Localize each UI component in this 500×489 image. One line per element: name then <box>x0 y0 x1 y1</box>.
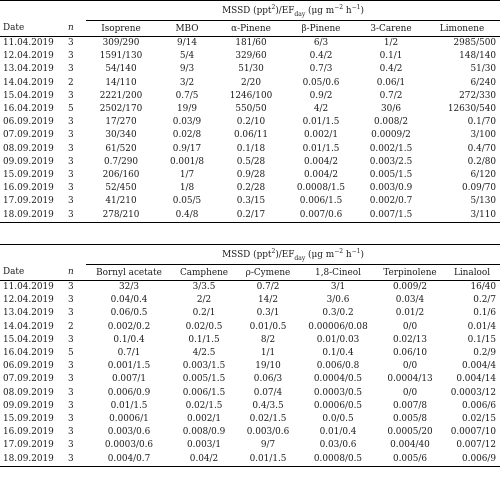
date-cell: 15.09.2019 <box>3 169 54 180</box>
value-cell: 0.7/2 <box>256 282 280 293</box>
table-row <box>0 334 500 347</box>
table-row <box>0 103 500 116</box>
value-cell: 0.02/1.5 <box>249 413 287 424</box>
col-date-header: Date <box>0 21 66 37</box>
table-row <box>0 37 500 51</box>
value-cell: 0.4/2 <box>379 64 403 75</box>
value-cell: 0.01/4 <box>467 321 497 332</box>
value-cell: 0.06/3 <box>253 374 283 385</box>
value-cell: 0/0 <box>402 387 418 398</box>
date-cell: 12.04.2019 <box>3 51 54 62</box>
value-cell: 0.007/1 <box>111 374 147 385</box>
value-cell: 0.0004/0.5 <box>313 374 363 385</box>
value-cell: 0.02/13 <box>392 334 428 345</box>
value-cell: 0.3/1 <box>256 308 280 319</box>
value-cell: 9/14 <box>177 38 197 49</box>
date-cell: 11.04.2019 <box>3 38 54 49</box>
value-cell: 0.1/70 <box>467 117 497 128</box>
table-row <box>0 413 500 426</box>
value-cell: 0.2/17 <box>218 208 284 222</box>
value-cell: 1246/100 <box>229 90 273 101</box>
value-cell: 0.0004/13 <box>387 374 433 385</box>
value-cell: 0.005/6 <box>376 452 444 466</box>
n-cell: 3 <box>68 156 74 167</box>
value-cell: 0.01/0.03 <box>316 334 360 345</box>
table-row <box>0 294 500 307</box>
value-cell: 0.0005/20 <box>387 427 433 438</box>
date-cell: 14.04.2019 <box>3 321 54 332</box>
value-cell: 6/3 <box>313 38 329 49</box>
table-group-header-row <box>0 245 500 265</box>
value-cell: 30/340 <box>105 130 137 141</box>
value-cell: 0.0003/0.5 <box>313 387 363 398</box>
value-cell: 0.02/15 <box>461 413 497 424</box>
table-row <box>0 321 500 334</box>
value-cell: 8/2 <box>260 334 276 345</box>
value-cell: 0.06/1 <box>376 77 406 88</box>
n-cell: 2 <box>68 321 74 332</box>
table-row <box>0 129 500 142</box>
value-cell: 0.0003/0.6 <box>104 440 154 451</box>
n-cell: 3 <box>68 143 74 154</box>
value-cell: 51/30 <box>470 64 497 75</box>
table-row <box>0 90 500 103</box>
value-cell: 1591/130 <box>99 51 143 62</box>
value-cell: 0.03/9 <box>172 117 202 128</box>
value-cell: 3/0.6 <box>326 295 350 306</box>
value-cell: 3/100 <box>470 130 497 141</box>
col-header: MBO <box>156 21 218 37</box>
value-cell: 0.3/15 <box>236 196 266 207</box>
col-header: β-Pinene <box>284 21 358 37</box>
date-cell: 18.09.2019 <box>0 452 66 466</box>
value-cell: 14/110 <box>105 77 137 88</box>
value-cell: 0.009/2 <box>392 282 428 293</box>
value-cell: 0.09/70 <box>461 183 497 194</box>
n-cell: 3 <box>68 64 74 75</box>
value-cell: 0.008/2 <box>373 117 409 128</box>
value-cell: 0.004/14 <box>456 374 497 385</box>
value-cell: 0.0009/2 <box>371 130 411 141</box>
value-cell: 5/130 <box>470 196 497 207</box>
date-cell: 13.04.2019 <box>3 64 54 75</box>
value-cell: 0.2/7 <box>473 295 497 306</box>
date-cell: 17.09.2019 <box>3 196 54 207</box>
value-cell: 0.03/4 <box>395 295 425 306</box>
n-cell: 3 <box>68 130 74 141</box>
table-row <box>0 156 500 169</box>
value-cell: 0.007/8 <box>392 400 428 411</box>
value-cell: 0.004/2 <box>303 169 339 180</box>
value-cell: 278/210 <box>86 208 156 222</box>
value-cell: 0.00006/0.08 <box>308 321 368 332</box>
value-cell: 0.04/0.4 <box>110 295 148 306</box>
value-cell: 0.001/8 <box>169 156 205 167</box>
value-cell: 51/30 <box>238 64 264 75</box>
date-cell: 18.09.2019 <box>0 208 66 222</box>
n-cell: 3 <box>68 440 74 451</box>
col-header: Bornyl acetate <box>86 265 172 281</box>
value-cell: 0.01/1.5 <box>302 143 340 154</box>
date-cell: 06.09.2019 <box>3 361 54 372</box>
value-cell: 4/2.5 <box>192 348 216 359</box>
value-cell: 61/520 <box>105 143 137 154</box>
value-cell: 0.9/28 <box>236 169 266 180</box>
value-cell: 3/1 <box>330 282 346 293</box>
value-cell: 0.06/10 <box>392 348 428 359</box>
value-cell: 0.004/0.7 <box>86 452 172 466</box>
value-cell: 19/10 <box>255 361 281 372</box>
value-cell: 0.1/15 <box>467 334 497 345</box>
value-cell: 2/20 <box>241 77 261 88</box>
value-cell: 3/2 <box>179 77 195 88</box>
date-cell: 12.04.2019 <box>3 295 54 306</box>
value-cell: 0.1/18 <box>236 143 266 154</box>
col-header: Linalool <box>444 265 500 281</box>
value-cell: 0.1/1.5 <box>188 334 220 345</box>
value-cell: 0.02/0.5 <box>185 321 223 332</box>
value-cell: 1/8 <box>179 183 195 194</box>
table-row <box>0 452 500 466</box>
value-cell: 0.4/3.5 <box>252 400 284 411</box>
value-cell: 1/1 <box>260 348 276 359</box>
value-cell: 0.0007/10 <box>450 427 497 438</box>
col-n-header: n <box>66 21 86 37</box>
date-cell: 08.09.2019 <box>3 387 54 398</box>
value-cell: 0.003/1 <box>186 440 222 451</box>
value-cell: 0.005/1.5 <box>182 374 226 385</box>
value-cell: 5/4 <box>179 51 195 62</box>
value-cell: 6/240 <box>470 77 497 88</box>
date-cell: 17.09.2019 <box>3 440 54 451</box>
date-cell: 07.09.2019 <box>3 374 54 385</box>
value-cell: 54/140 <box>105 64 137 75</box>
value-cell: 0.9/2 <box>309 90 333 101</box>
value-cell: 0.04/2 <box>172 452 236 466</box>
value-cell: 0.002/0.2 <box>107 321 151 332</box>
table-row <box>0 195 500 208</box>
value-cell: 0.3/0.2 <box>322 308 354 319</box>
value-cell: 0.002/1.5 <box>369 143 413 154</box>
value-cell: 6/120 <box>470 169 497 180</box>
date-cell: 11.04.2019 <box>3 282 54 293</box>
n-cell: 3 <box>68 38 74 49</box>
value-cell: 0.001/1.5 <box>107 361 151 372</box>
date-cell: 15.04.2019 <box>3 334 54 345</box>
value-cell: 17/270 <box>105 117 137 128</box>
value-cell: 181/60 <box>235 38 267 49</box>
mssd-table-1 <box>0 0 500 223</box>
value-cell: 0.008/0.9 <box>182 427 226 438</box>
n-cell: 3 <box>68 361 74 372</box>
value-cell: 0.004/4 <box>461 361 497 372</box>
value-cell: 309/290 <box>102 38 140 49</box>
n-cell: 3 <box>68 51 74 62</box>
value-cell: 0.4/8 <box>156 208 218 222</box>
n-cell: 3 <box>68 334 74 345</box>
value-cell: 0.4/2 <box>309 51 333 62</box>
n-cell: 3 <box>68 169 74 180</box>
value-cell: 19/9 <box>177 104 197 115</box>
value-cell: 0.1/0.4 <box>113 334 145 345</box>
col-header: ρ-Cymene <box>236 265 300 281</box>
col-header: Terpinolene <box>376 265 444 281</box>
value-cell: 0.01/1.5 <box>236 452 300 466</box>
value-cell: 2/2 <box>196 295 212 306</box>
date-cell: 06.09.2019 <box>3 117 54 128</box>
table-row <box>0 208 500 222</box>
n-cell: 5 <box>68 104 74 115</box>
value-cell: 0.7/2 <box>379 90 403 101</box>
group-header: MSSD $(ppt^2)/EF_{day}$ (μg $m^{-2}$ $h^{-1}$) <box>86 245 500 265</box>
date-cell: 14.04.2019 <box>3 77 54 88</box>
value-cell: 4/2 <box>313 104 329 115</box>
value-cell: 0.0006/0.5 <box>313 400 363 411</box>
date-cell: 15.04.2019 <box>3 90 54 101</box>
value-cell: 0.006/6 <box>461 400 497 411</box>
n-cell: 2 <box>68 77 74 88</box>
value-cell: 0.002/1 <box>186 413 222 424</box>
value-cell: 0.004/40 <box>390 440 430 451</box>
value-cell: 16/40 <box>470 282 497 293</box>
table-row <box>0 439 500 452</box>
n-cell: 5 <box>68 348 74 359</box>
value-cell: 0.5/28 <box>236 156 266 167</box>
table-column-header-row <box>0 265 500 281</box>
n-cell: 3 <box>68 308 74 319</box>
n-cell: 3 <box>68 282 74 293</box>
value-cell: 0.2/9 <box>473 348 497 359</box>
value-cell: 1/2 <box>383 38 399 49</box>
table-row <box>0 169 500 182</box>
n-cell: 3 <box>68 295 74 306</box>
col-header: 1,8-Cineol <box>300 265 376 281</box>
value-cell: 0.2/28 <box>236 183 266 194</box>
value-cell: 0.003/1.5 <box>182 361 226 372</box>
value-cell: 0.06/11 <box>233 130 269 141</box>
value-cell: 0.7/1 <box>117 348 141 359</box>
value-cell: 0.02/1.5 <box>185 400 223 411</box>
value-cell: 2221/200 <box>99 90 143 101</box>
value-cell: 12630/540 <box>447 104 497 115</box>
date-cell: 09.09.2019 <box>3 156 54 167</box>
value-cell: 148/140 <box>459 51 497 62</box>
value-cell: 0.005/1.5 <box>369 169 413 180</box>
table-row <box>0 307 500 320</box>
value-cell: 0.01/0.5 <box>249 321 287 332</box>
value-cell: 0.003/0.9 <box>369 183 413 194</box>
value-cell: 0.004/2 <box>303 156 339 167</box>
value-cell: 3/3.5 <box>192 282 216 293</box>
value-cell: 0.2/1 <box>192 308 216 319</box>
value-cell: 0.7/3 <box>309 64 333 75</box>
value-cell: 0.01/2 <box>395 308 425 319</box>
value-cell: 0.03/0.6 <box>319 440 357 451</box>
table-row <box>0 50 500 63</box>
value-cell: 272/330 <box>459 90 497 101</box>
col-header: α-Pinene <box>218 21 284 37</box>
n-cell: 3 <box>68 400 74 411</box>
value-cell: 0.2/80 <box>467 156 497 167</box>
value-cell: 9/3 <box>179 64 195 75</box>
value-cell: 0.01/0.4 <box>319 427 357 438</box>
value-cell: 0.006/9 <box>444 452 500 466</box>
n-cell: 3 <box>68 183 74 194</box>
value-cell: 0.01/1.5 <box>302 117 340 128</box>
n-cell: 3 <box>66 452 86 466</box>
value-cell: 0.003/0.6 <box>246 427 290 438</box>
value-cell: 0.01/1.5 <box>110 400 148 411</box>
value-cell: 2502/170 <box>99 104 143 115</box>
n-cell: 3 <box>68 427 74 438</box>
n-cell: 3 <box>68 387 74 398</box>
n-cell: 3 <box>68 374 74 385</box>
table-row <box>0 63 500 76</box>
value-cell: 0.007/0.6 <box>284 208 358 222</box>
value-cell: 0.0006/1 <box>109 413 149 424</box>
date-cell: 16.04.2019 <box>3 104 54 115</box>
value-cell: 329/60 <box>235 51 267 62</box>
value-cell: 0.0008/1.5 <box>296 183 346 194</box>
col-header: 3-Carene <box>358 21 424 37</box>
value-cell: 0.2/10 <box>236 117 266 128</box>
group-header: MSSD $(ppt^2)/EF_{day}$ (μg $m^{-2}$ $h^{-1}$) <box>86 1 500 21</box>
col-header: Camphene <box>172 265 236 281</box>
col-n-header: n <box>66 265 86 281</box>
value-cell: 206/160 <box>102 169 140 180</box>
value-cell: 41/210 <box>105 196 137 207</box>
value-cell: 0.006/1.5 <box>182 387 226 398</box>
value-cell: 14/2 <box>258 295 278 306</box>
date-cell: 08.09.2019 <box>3 143 54 154</box>
value-cell: 0.002/1 <box>303 130 339 141</box>
value-cell: 2985/500 <box>453 38 497 49</box>
col-date-header: Date <box>0 265 66 281</box>
table-row <box>0 281 500 295</box>
value-cell: 0.006/1.5 <box>299 196 343 207</box>
table-row <box>0 400 500 413</box>
table-row <box>0 116 500 129</box>
date-cell: 16.09.2019 <box>3 427 54 438</box>
col-header: Limonene <box>424 21 500 37</box>
value-cell: 32/3 <box>119 282 139 293</box>
table-group-header-row <box>0 1 500 21</box>
date-cell: 07.09.2019 <box>3 130 54 141</box>
value-cell: 0.003/2.5 <box>369 156 413 167</box>
value-cell: 0.05/5 <box>172 196 202 207</box>
value-cell: 0/0 <box>402 321 418 332</box>
value-cell: 0.0/0.5 <box>322 413 354 424</box>
value-cell: 0.7/5 <box>175 90 199 101</box>
date-cell: 15.09.2019 <box>3 413 54 424</box>
value-cell: 0.4/70 <box>467 143 497 154</box>
date-cell: 13.04.2019 <box>3 308 54 319</box>
value-cell: 30/6 <box>381 104 401 115</box>
table-row <box>0 143 500 156</box>
value-cell: 0.006/0.9 <box>107 387 151 398</box>
date-cell: 09.09.2019 <box>3 400 54 411</box>
value-cell: 3/110 <box>424 208 500 222</box>
col-header: Isoprene <box>86 21 156 37</box>
value-cell: 0/0 <box>402 361 418 372</box>
value-cell: 0.007/1.5 <box>358 208 424 222</box>
value-cell: 0.9/17 <box>172 143 202 154</box>
value-cell: 1/7 <box>179 169 195 180</box>
value-cell: 0.06/0.5 <box>110 308 148 319</box>
value-cell: 0.003/0.6 <box>107 427 151 438</box>
value-cell: 0.006/0.8 <box>316 361 360 372</box>
table-row <box>0 77 500 90</box>
mssd-table-2 <box>0 244 500 467</box>
n-cell: 3 <box>68 117 74 128</box>
n-cell: 3 <box>66 208 86 222</box>
table-row <box>0 373 500 386</box>
table-row <box>0 182 500 195</box>
value-cell: 0.007/12 <box>456 440 497 451</box>
n-cell: 3 <box>68 196 74 207</box>
value-cell: 0.1/6 <box>473 308 497 319</box>
value-cell: 0.0003/12 <box>450 387 497 398</box>
value-cell: 0.005/8 <box>392 413 428 424</box>
table-row <box>0 426 500 439</box>
value-cell: 550/50 <box>235 104 267 115</box>
n-cell: 3 <box>68 413 74 424</box>
table-column-header-row <box>0 21 500 37</box>
value-cell: 0.002/0.7 <box>369 196 413 207</box>
value-cell: 9/7 <box>260 440 276 451</box>
value-cell: 0.0008/0.5 <box>300 452 376 466</box>
table-row <box>0 347 500 360</box>
value-cell: 0.1/0.4 <box>322 348 354 359</box>
n-cell: 3 <box>68 90 74 101</box>
value-cell: 0.7/290 <box>103 156 139 167</box>
table-row <box>0 387 500 400</box>
value-cell: 52/450 <box>105 183 137 194</box>
table-row <box>0 360 500 373</box>
value-cell: 0.07/4 <box>253 387 283 398</box>
date-cell: 16.09.2019 <box>3 183 54 194</box>
value-cell: 0.02/8 <box>172 130 202 141</box>
date-cell: 16.04.2019 <box>3 348 54 359</box>
value-cell: 0.05/0.6 <box>302 77 340 88</box>
value-cell: 0.1/1 <box>379 51 403 62</box>
